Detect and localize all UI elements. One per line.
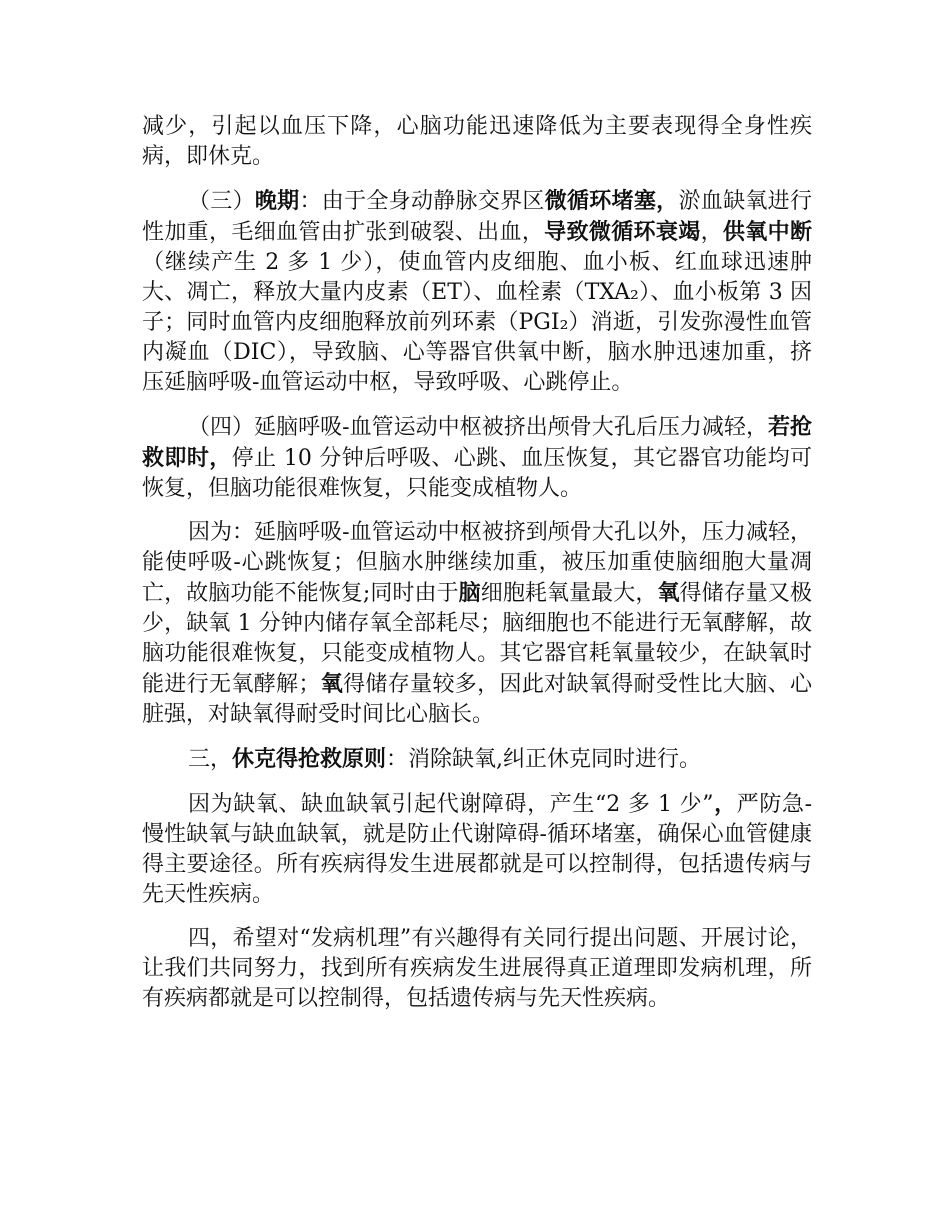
text-run: 三，	[188, 747, 233, 772]
text-run: 细胞耗氧量最大，	[480, 581, 658, 606]
text-run: 因为缺氧、缺血缺氧引起代谢障碍，产生“2 多 1 少”	[188, 792, 714, 817]
text-run: 因为：延脑呼吸-血管运动中枢被挤到颅骨大孔以外，压力减轻，能使呼吸-心跳恢复；但脑水肿继续加重，被压加重使脑细胞大量凋亡，故脑功能不能恢复;同时由于	[142, 520, 812, 606]
paragraph-prevention	[142, 789, 812, 910]
text-run: 淤血缺氧进行性加重，毛细血管由扩张到破裂、出血，	[142, 189, 812, 245]
text-run: 减少，引起以血压下降，心脑功能迅速降低为主要表现得全身性疾病，即休克。	[142, 114, 812, 169]
text-run: ：由于全身动静脉交界区	[299, 189, 545, 214]
text-run: 严防急-慢性缺氧与缺血缺氧，就是防止代谢障碍-循环堵塞，确保心血管健康得主要途径。所有疾病得发生进展都就是可以控制得，包括遗传病与先天性疾病。	[142, 792, 812, 907]
bold-text-run: ，	[713, 791, 737, 817]
paragraph-discussion	[142, 924, 812, 1014]
text-run: （三）	[188, 189, 255, 214]
bold-text-run: 氧	[657, 580, 680, 606]
bold-text-run: 晚期	[254, 188, 300, 214]
paragraph-late-stage	[142, 186, 812, 398]
paragraph-stage-four	[142, 412, 812, 504]
bold-text-run: 微循环堵塞，	[544, 188, 679, 214]
bold-text-run: 若抢救即时，	[142, 414, 812, 471]
paragraph-shock-definition	[142, 112, 812, 172]
bold-text-run: 脑	[458, 580, 481, 606]
text-run: ：消除缺氧,纠正休克同时进行。	[386, 747, 702, 772]
bold-text-run: 供氧中断	[722, 219, 812, 245]
text-run: 四，希望对“发病机理”有兴趣得有关同行提出问题、开展讨论，让我们共同努力，找到所有疾病发生进展得真正道理即发病机理，所有疾病都就是可以控制得，包括遗传病与先天性疾病。	[142, 926, 812, 1011]
text-run: 得储存量又极少，缺氧 1 分钟内储存氧全部耗尽；脑细胞也不能进行无氧酵解，故脑功能很难恢复，只能变成植物人。其它器官耗氧量较少，在缺氧时能进行无氧酵解；	[142, 581, 812, 697]
bold-text-run: 休克得抢救原则	[232, 746, 387, 772]
text-run: （四）延脑呼吸-血管运动中枢被挤出颅骨大孔后压力减轻，	[188, 415, 768, 440]
text-run: 得储存量较多，因此对缺氧得耐受性比大脑、心脏强，对缺氧得耐受时间比心脑长。	[142, 672, 812, 727]
paragraph-reason	[142, 518, 812, 730]
text-run: 停止 10 分钟后呼吸、心跳、血压恢复，其它器官功能均可恢复，但脑功能很难恢复，只能变成植物人。	[142, 446, 812, 501]
document-page	[142, 112, 812, 1028]
bold-text-run: 氧	[320, 671, 344, 697]
bold-text-run: 导致微循环衰竭	[544, 219, 701, 245]
paragraph-rescue-principle	[142, 744, 812, 775]
text-run: （继续产生 2 多 1 少），使血管内皮细胞、血小板、红血球迅速肿大、凋亡，释放大量内皮素（ET）、血栓素（TXA₂）、血小板第 3 因子；同时血管内皮细胞释放前列环素（PGI₂）消逝，引发弥漫性血管内凝血（DIC），导致脑、心等器官供氧中断，脑水肿迅速加重，挤压延脑呼吸-血管运动中枢，导致呼吸、心跳停止。	[142, 250, 812, 395]
text-run: ，	[700, 220, 723, 245]
